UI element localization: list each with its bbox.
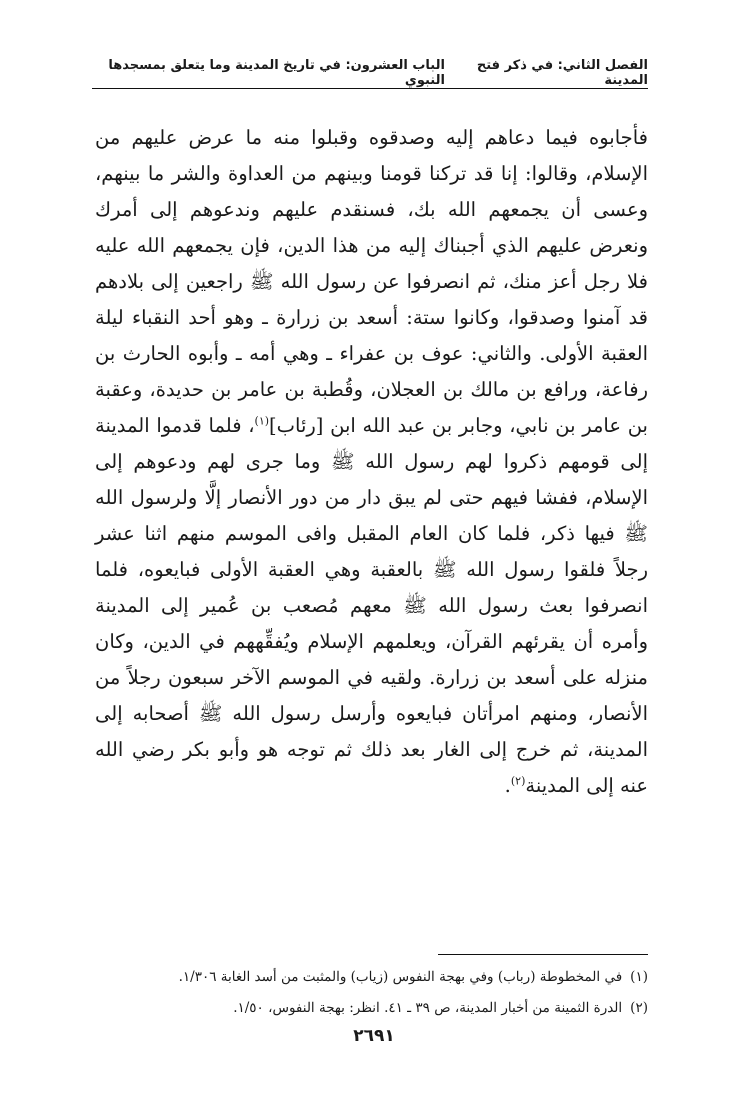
main-paragraph: [95, 120, 648, 804]
text-part-1: فأجابوه فيما دعاهم إليه وصدقوه وقبلوا منه ما عرض عليهم من الإسلام، وقالوا: إنا قد تركنا قومنا وبينهم من العداوة والشر ما بينهم، وعسى أن يجمعهم الله بك، فسنقدم عليهم وندعوهم إلى أمرك ونعرض عليهم الذي أجبناك إليه من هذا الدين، فإن يجمعهم الله عليه فلا رجل أعز منك، ثم انصرفوا عن رسول الله ﷺ راجعين إلى بلادهم قد آمنوا وصدقوا، وكانوا ستة: أسعد بن زرارة ـ وهو أحد النقباء ليلة العقبة الأولى. والثاني: عوف بن عفراء ـ وهي أمه ـ وأبوه الحارث بن رفاعة، ورافع بن مالك بن العجلان، وقُطبة بن عامر بن حديدة، وعقبة بن عامر بن نابي، وجابر بن عبد الله ابن [رئاب]: [95, 126, 648, 437]
footnotes: [95, 962, 648, 1024]
footnote-ref-1: (١): [254, 414, 270, 428]
main-text: [95, 120, 648, 804]
footnote-2: [95, 993, 648, 1024]
page-number: ٢٦٩١: [353, 1026, 395, 1046]
footnote-ref-2: (٢): [510, 774, 526, 788]
footnote-text: الدرة الثمينة من أخبار المدينة، ص ٣٩ ـ ٤١. انظر: بهجة النفوس، ١/٥٠.: [233, 1000, 623, 1016]
footnote-1: [95, 962, 648, 993]
text-part-3: .: [504, 774, 511, 797]
footnote-divider: [438, 954, 648, 955]
footnote-number: (١): [630, 969, 648, 985]
text-part-2: ، فلما قدموا المدينة إلى قومهم ذكروا لهم رسول الله ﷺ وما جرى لهم ودعوهم إلى الإسلام، ففشا فيهم حتى لم يبق دار من دور الأنصار إلَّا ولرسول الله ﷺ فيها ذكر، فلما كان العام المقبل وافى الموسم منهم اثنا عشر رجلاً فلقوا رسول الله ﷺ بالعقبة وهي العقبة الأولى فبايعوه، فلما انصرفوا بعث رسول الله ﷺ معهم مُصعب بن عُمير إلى المدينة وأمره أن يقرئهم القرآن، ويعلمهم الإسلام ويُفقِّههم في الدين، وكان منزله على أسعد بن زرارة. ولقيه في الموسم الآخر سبعون رجلاً من الأنصار، ومنهم امرأتان فبايعوه وأرسل رسول الله ﷺ أصحابه إلى المدينة، ثم خرج إلى الغار بعد ذلك ثم توجه هو وأبو بكر رضي الله عنه إلى المدينة: [95, 414, 648, 797]
footnote-text: في المخطوطة (رباب) وفي بهجة النفوس (زياب) والمثبت من أسد الغابة ١/٣٠٦.: [178, 969, 623, 985]
footnote-number: (٢): [630, 1000, 648, 1016]
section-title: الباب العشرون: في تاريخ المدينة وما يتعلق بمسجدها النبوي: [108, 58, 445, 88]
chapter-title: الفصل الثاني: في ذكر فتح المدينة: [476, 58, 648, 88]
running-header: [92, 58, 648, 89]
